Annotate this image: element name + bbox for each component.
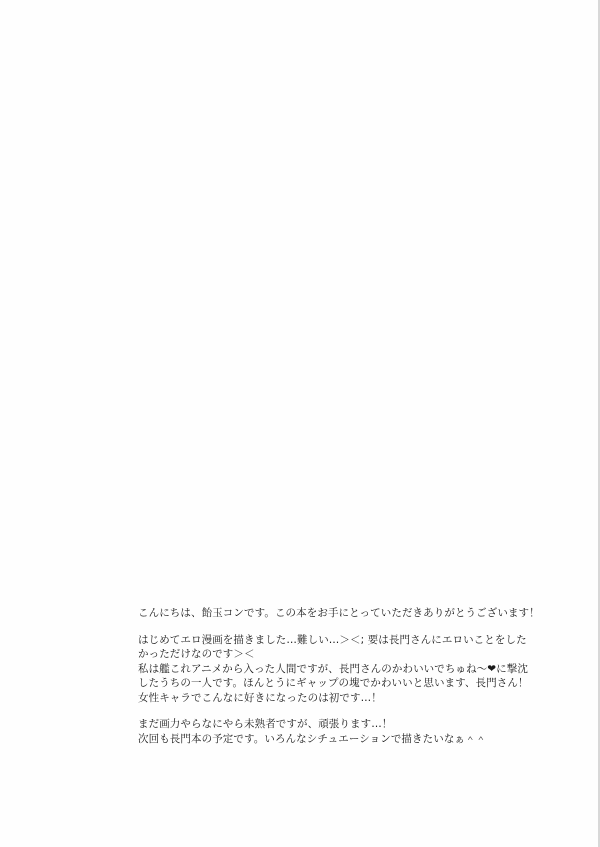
text-line: はじめてエロ漫画を描きました…難しい…＞＜; 要は長門さんにエロいことをした	[138, 633, 527, 646]
text-line: 女性キャラでこんなに好きになったのは初です…！	[138, 691, 382, 704]
text-line: したうちの一人です。ほんとうにギャップの塊でかわいいと思います、長門さん！	[138, 677, 529, 689]
paragraph-spacer	[138, 705, 578, 717]
paragraph-spacer	[138, 621, 578, 633]
paragraph-2	[138, 633, 578, 706]
text-line: 私は艦これアニメから入った人間ですが、長門さんのかわいいでちゅね～❤に撃沈	[138, 662, 528, 675]
text-line: 次回も長門本の予定です。いろんなシチュエーションで描きたいなぁ＾＾	[138, 732, 487, 745]
greeting-line	[138, 606, 578, 621]
text-line: こんにちは、飴玉コンです。この本をお手にとっていただきありがとうございます！	[138, 607, 540, 619]
afterword-text	[138, 606, 578, 746]
text-line: まだ画力やらなにやら未熟者ですが、頑張ります…！	[138, 718, 393, 730]
paragraph-3	[138, 717, 578, 746]
text-line: かっただけなのです＞＜	[138, 648, 255, 660]
